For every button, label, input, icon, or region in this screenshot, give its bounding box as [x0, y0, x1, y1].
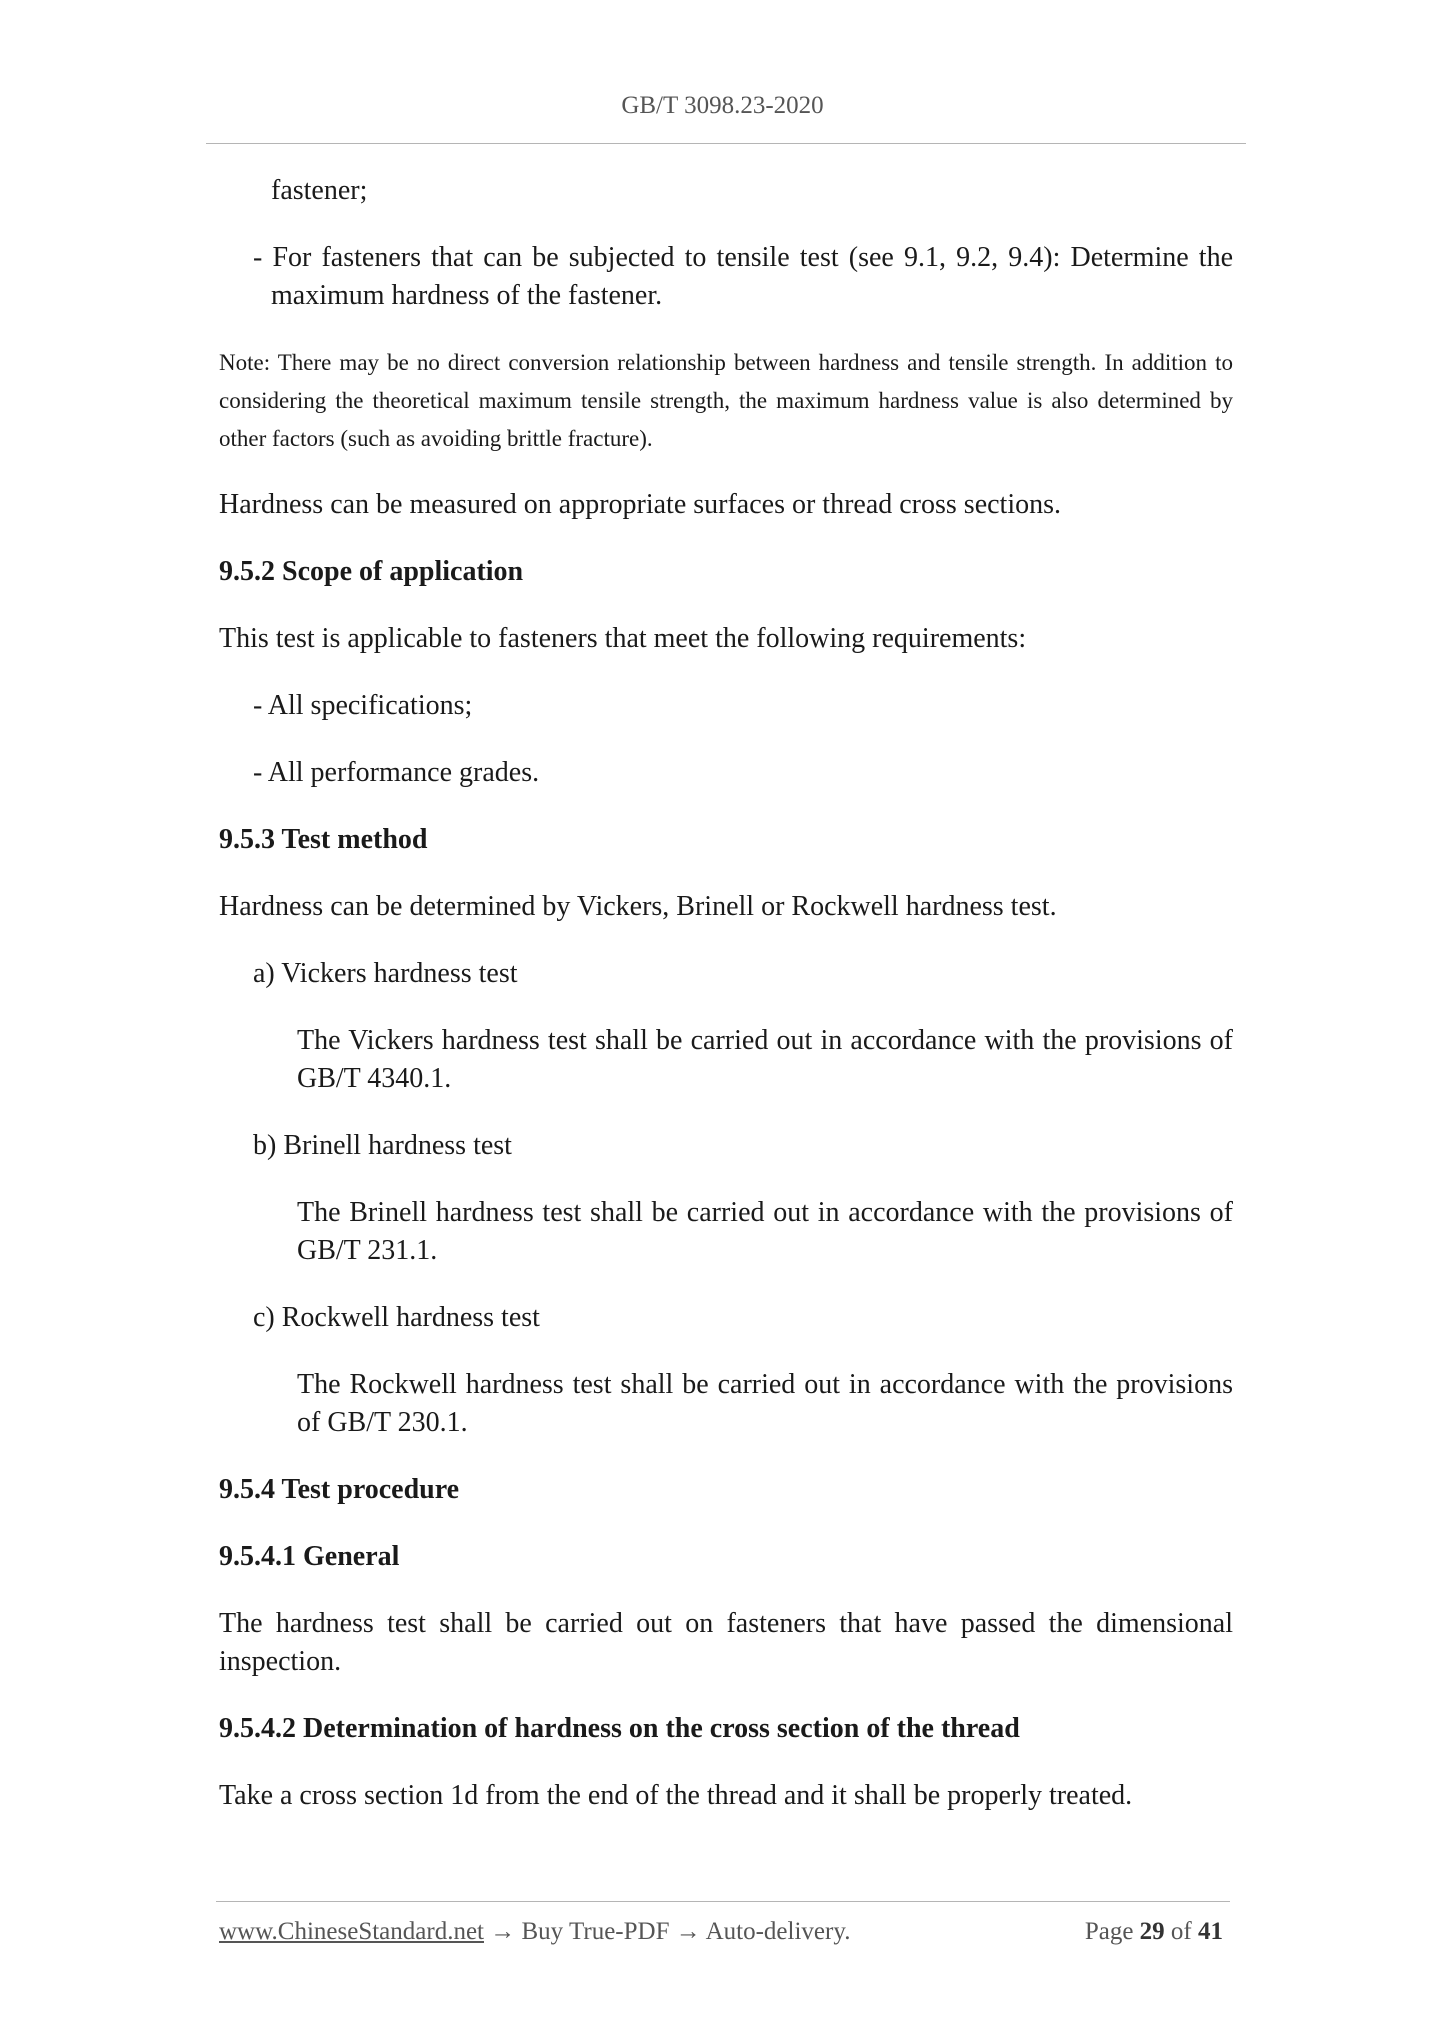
footer-tagline: → Buy True-PDF → Auto-delivery.: [484, 1918, 851, 1945]
heading-9-5-4: 9.5.4 Test procedure: [219, 1474, 460, 1505]
heading-9-5-4-2: 9.5.4.2 Determination of hardness on the cross section of the thread: [219, 1713, 1020, 1744]
page-indicator: [1085, 1918, 1223, 1946]
page-label: Page: [1084, 1918, 1134, 1945]
heading-9-5-3: 9.5.3 Test method: [219, 824, 428, 855]
paragraph-cross-section: Take a cross section 1d from the end of the thread and it shall be properly treated.: [219, 1780, 1133, 1811]
heading-9-5-4-1: 9.5.4.1 General: [219, 1541, 400, 1572]
paragraph-scope-intro: This test is applicable to fasteners that meet the following requirements:: [219, 623, 1027, 654]
paragraph-rockwell-text: The Rockwell hardness test shall be carried out in accordance with the provisions of GB/T 230.1.: [297, 1369, 1233, 1438]
heading-9-5-2: 9.5.2 Scope of application: [219, 556, 524, 587]
total-pages: 41: [1198, 1918, 1223, 1945]
footer-left: [219, 1918, 850, 1946]
list-item-vickers-title: a) Vickers hardness test: [253, 958, 518, 989]
website-link[interactable]: www.ChineseStandard.net: [219, 1918, 484, 1945]
list-item-all-specifications: - All specifications;: [253, 690, 473, 721]
paragraph-general: The hardness test shall be carried out on fasteners that have passed the dimensional inspection.: [219, 1608, 1233, 1677]
paragraph-method-intro: Hardness can be determined by Vickers, Brinell or Rockwell hardness test.: [219, 891, 1057, 922]
continued-text: fastener;: [271, 175, 368, 206]
list-item-tensile-test: - For fasteners that can be subjected to tensile test (see 9.1, 9.2, 9.4): Determine the maximum hardness of the fastener.: [253, 242, 1233, 311]
paragraph-vickers-text: The Vickers hardness test shall be carried out in accordance with the provisions of GB/T 4340.1.: [297, 1025, 1233, 1094]
page-number: 29: [1139, 1918, 1165, 1945]
paragraph-hardness-surfaces: Hardness can be measured on appropriate surfaces or thread cross sections.: [219, 489, 1062, 520]
note-paragraph: Note: There may be no direct conversion relationship between hardness and tensile strength. In addition to considering the theoretical maximum tensile strength, the maximum hardness value is also determined by other factors (such as avoiding brittle fracture).: [219, 350, 1233, 451]
list-item-rockwell-title: c) Rockwell hardness test: [253, 1302, 540, 1333]
paragraph-brinell-text: The Brinell hardness test shall be carried out in accordance with the provisions of GB/T 231.1.: [297, 1197, 1233, 1266]
document-header-title: GB/T 3098.23-2020: [621, 92, 824, 119]
list-item-all-performance-grades: - All performance grades.: [253, 757, 540, 788]
list-item-brinell-title: b) Brinell hardness test: [253, 1130, 512, 1161]
header-divider: [206, 143, 1246, 144]
document-body: [219, 172, 1233, 1815]
footer-divider: [216, 1901, 1230, 1902]
of-label: of: [1170, 1918, 1192, 1945]
